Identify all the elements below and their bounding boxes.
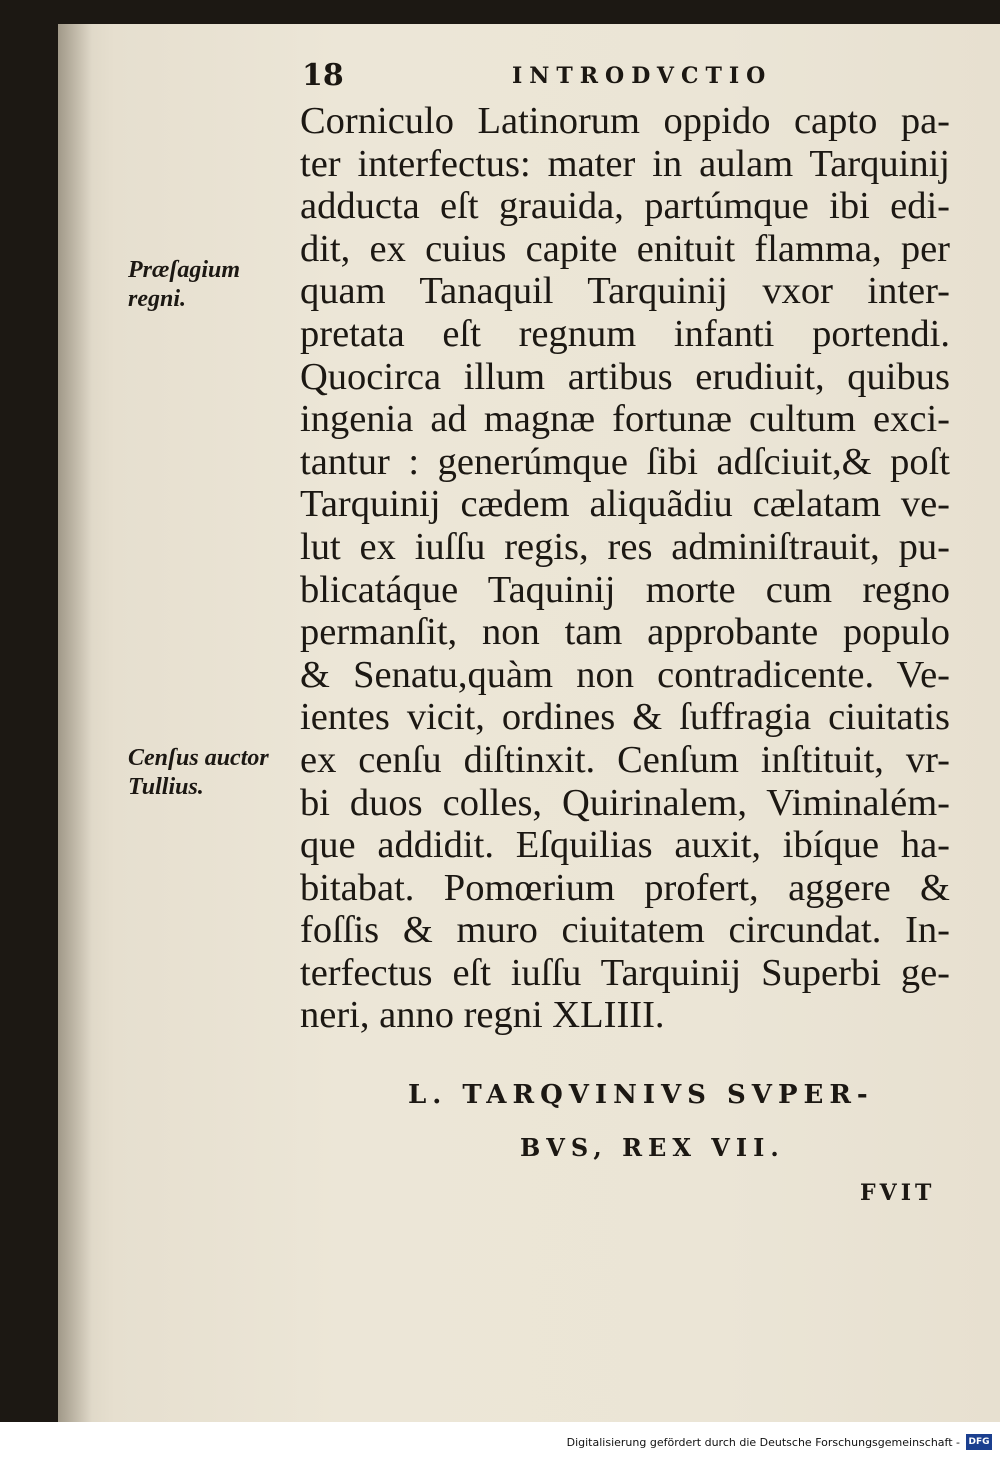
section-heading-line-2: BVS, REX VII. (520, 1133, 785, 1162)
text-line: neri, anno regni XLIIII. (300, 994, 665, 1037)
text-line: Corniculo Latinorum oppido capto pa- (300, 100, 950, 142)
marginal-note-line: Tullius. (128, 774, 204, 800)
marginal-note-line: regni. (128, 286, 187, 312)
text-line: dit, ex cuius capite enituit flamma, per (300, 227, 950, 270)
catchword: FVIT (860, 1180, 936, 1206)
text-line: pretata eſt regnum infanti portendi. (300, 312, 950, 355)
text-line: que addidit. Eſquilias auxit, ibíque ha- (300, 824, 950, 867)
marginal-note-line: Præſagium (128, 257, 241, 283)
text-line: tantur : generúmque ſibi adſciuit,& poſt (300, 440, 950, 483)
text-line: ter interfectus: mater in aulam Tarquinij (300, 142, 950, 185)
text-line: quam Tanaquil Tarquinij vxor inter- (300, 270, 950, 313)
text-line: adducta eſt grauida, partúmque ibi edi- (300, 185, 950, 228)
text-line: terfectus eſt iuſſu Tarquinij Superbi ge- (300, 951, 950, 994)
text-line: blicatáque Taquinij morte cum regno (300, 568, 950, 611)
running-title: INTRODVCTIO (512, 63, 773, 89)
text-line: ingenia ad magnæ fortunæ cultum exci- (300, 398, 950, 441)
marginal-note-census (128, 744, 269, 802)
text-line: & Senatu,quàm non contradicente. Ve- (300, 653, 950, 696)
body-text (300, 100, 950, 1037)
text-line: Quocirca illum artibus erudiuit, quibus (300, 355, 950, 398)
text-line: bi duos colles, Quirinalem, Viminalém- (300, 781, 950, 824)
text-line: lut ex iuſſu regis, res adminiſtrauit, pu- (300, 525, 950, 568)
digitization-footer (0, 1422, 1000, 1467)
text-line: permanſit, non tam approbante populo (300, 611, 950, 654)
dfg-logo-icon: DFG (966, 1434, 992, 1450)
marginal-note-line: Cenſus auctor (128, 745, 269, 771)
marginal-note-praesagium (128, 256, 240, 314)
text-line: foſſis & muro ciuitatem circundat. In- (300, 909, 950, 952)
page-number: 18 (302, 58, 344, 93)
text-line: Tarquinij cædem aliquãdiu cælatam ve- (300, 483, 950, 526)
funding-credit: Digitalisierung gefördert durch die Deutsche Forschungsgemeinschaft - (566, 1436, 960, 1449)
text-line: ex cenſu diſtinxit. Cenſum inſtituit, vr- (300, 738, 950, 781)
text-line: ientes vicit, ordines & ſuffragia ciuitatis (300, 696, 950, 739)
text-line: bitabat. Pomœrium profert, aggere & (300, 866, 950, 909)
gutter-shadow (58, 24, 92, 1422)
section-heading-line-1: L. TARQVINIVS SVPER- (408, 1080, 874, 1110)
